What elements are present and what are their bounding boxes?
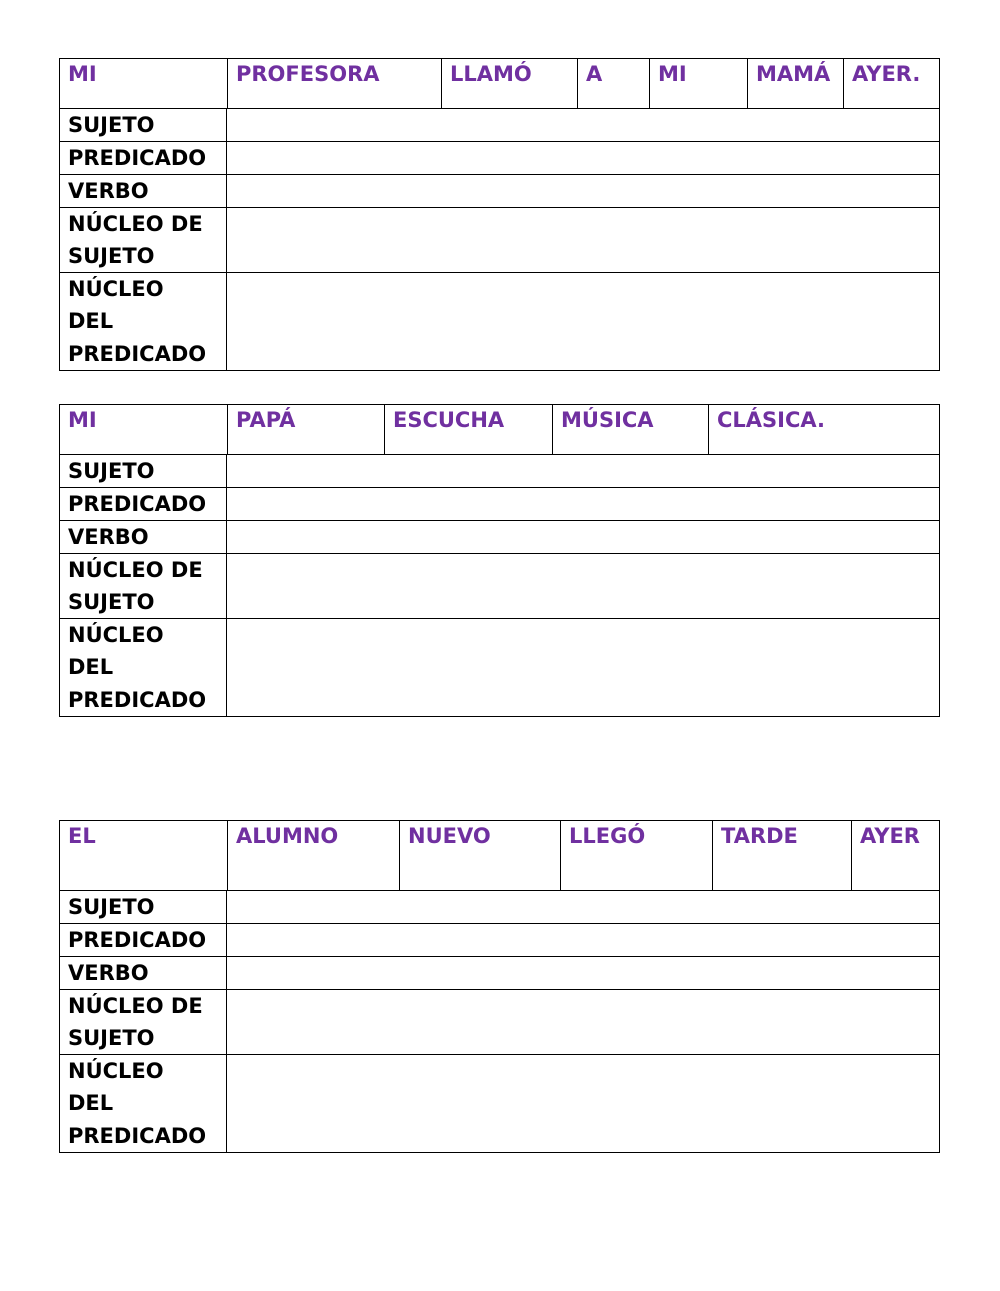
predicado-row	[60, 924, 940, 957]
nucleo-predicado-label: NÚCLEO DEL PREDICADO	[60, 1055, 227, 1153]
predicado-row	[60, 488, 940, 521]
sujeto-row	[60, 109, 940, 142]
word-cell: AYER.	[844, 59, 940, 109]
sujeto-row	[60, 891, 940, 924]
sentence-word-row	[60, 59, 940, 109]
verbo-row	[60, 521, 940, 554]
nucleo-predicado-answer-field[interactable]	[227, 619, 940, 717]
nucleo-sujeto-answer-field[interactable]	[227, 554, 940, 619]
word-cell: LLAMÓ	[442, 59, 578, 109]
nucleo-sujeto-row	[60, 990, 940, 1055]
word-cell: TARDE	[713, 821, 852, 891]
sujeto-row	[60, 455, 940, 488]
word-cell: MÚSICA	[553, 405, 709, 455]
word-cell: PROFESORA	[228, 59, 442, 109]
sentence-table-1	[59, 58, 940, 371]
nucleo-sujeto-label: NÚCLEO DE SUJETO	[60, 208, 227, 273]
predicado-answer-field[interactable]	[227, 142, 940, 175]
nucleo-sujeto-row	[60, 208, 940, 273]
nucleo-predicado-row	[60, 273, 940, 371]
sentence-word-row	[60, 821, 940, 891]
nucleo-sujeto-label: NÚCLEO DE SUJETO	[60, 554, 227, 619]
nucleo-predicado-label: NÚCLEO DEL PREDICADO	[60, 619, 227, 717]
sujeto-label: SUJETO	[60, 891, 227, 924]
predicado-label: PREDICADO	[60, 488, 227, 521]
sujeto-answer-field[interactable]	[227, 455, 940, 488]
word-cell: CLÁSICA.	[709, 405, 940, 455]
word-cell: NUEVO	[400, 821, 561, 891]
verbo-label: VERBO	[60, 957, 227, 990]
word-cell: LLEGÓ	[561, 821, 713, 891]
word-cell: MI	[60, 59, 228, 109]
verbo-row	[60, 175, 940, 208]
verbo-row	[60, 957, 940, 990]
verbo-answer-field[interactable]	[227, 521, 940, 554]
predicado-label: PREDICADO	[60, 924, 227, 957]
nucleo-sujeto-row	[60, 554, 940, 619]
word-cell: EL	[60, 821, 228, 891]
verbo-answer-field[interactable]	[227, 957, 940, 990]
nucleo-predicado-answer-field[interactable]	[227, 273, 940, 371]
word-cell: MAMÁ	[748, 59, 844, 109]
nucleo-predicado-row	[60, 619, 940, 717]
sujeto-answer-field[interactable]	[227, 891, 940, 924]
predicado-row	[60, 142, 940, 175]
sujeto-label: SUJETO	[60, 109, 227, 142]
word-cell: PAPÁ	[228, 405, 385, 455]
nucleo-sujeto-answer-field[interactable]	[227, 208, 940, 273]
predicado-answer-field[interactable]	[227, 924, 940, 957]
word-cell: A	[578, 59, 650, 109]
nucleo-predicado-row	[60, 1055, 940, 1153]
nucleo-sujeto-answer-field[interactable]	[227, 990, 940, 1055]
verbo-label: VERBO	[60, 521, 227, 554]
sentence-table-3	[59, 820, 940, 1153]
word-cell: MI	[650, 59, 748, 109]
sujeto-label: SUJETO	[60, 455, 227, 488]
predicado-answer-field[interactable]	[227, 488, 940, 521]
word-cell: ESCUCHA	[385, 405, 553, 455]
sentence-table-2	[59, 404, 940, 717]
word-cell: AYER	[852, 821, 940, 891]
verbo-answer-field[interactable]	[227, 175, 940, 208]
predicado-label: PREDICADO	[60, 142, 227, 175]
sujeto-answer-field[interactable]	[227, 109, 940, 142]
sentence-word-row	[60, 405, 940, 455]
word-cell: MI	[60, 405, 228, 455]
nucleo-predicado-answer-field[interactable]	[227, 1055, 940, 1153]
nucleo-predicado-label: NÚCLEO DEL PREDICADO	[60, 273, 227, 371]
verbo-label: VERBO	[60, 175, 227, 208]
word-cell: ALUMNO	[228, 821, 400, 891]
nucleo-sujeto-label: NÚCLEO DE SUJETO	[60, 990, 227, 1055]
